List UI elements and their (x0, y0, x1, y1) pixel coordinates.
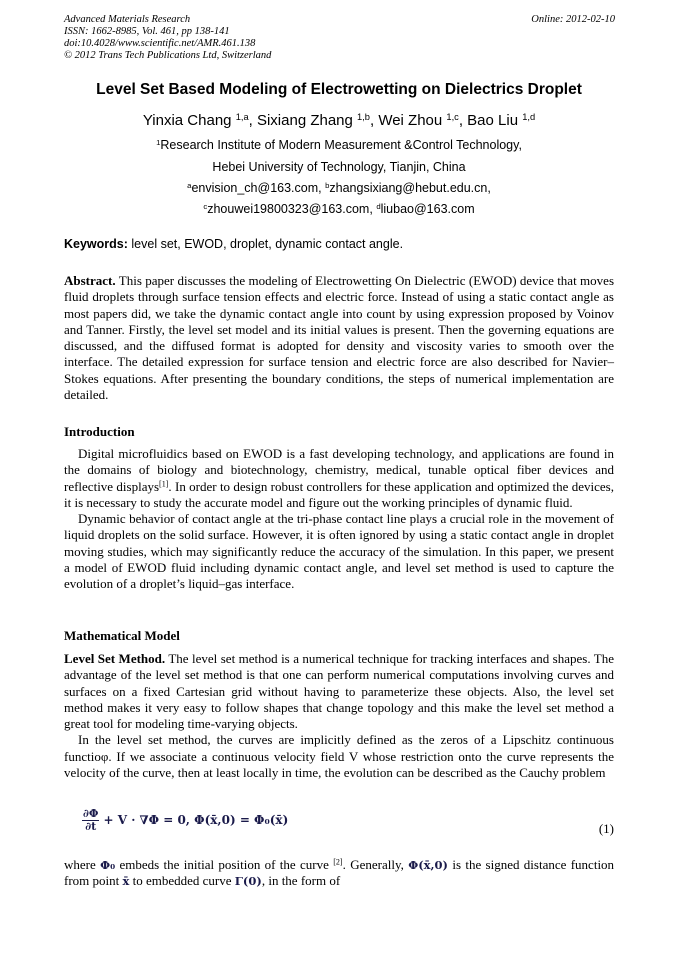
paragraph: In the level set method, the curves are implicitly defined as the zeros of a Lipschitz continuous functioφ. If we associate a continuous velocity field V whose restriction onto the curve represents the velocity of the curve, then at least locally in time, the evolution can be described as the Cauchy problem (64, 732, 614, 781)
author-name: Sixiang Zhang (256, 112, 353, 129)
citation: [2] (333, 857, 343, 867)
phi-zero-symbol: Φ₀ (100, 858, 116, 872)
affiliation-text: Research Institute of Modern Measurement &Control Technology, (160, 138, 522, 152)
email-line-1: $^a$envision_ch@163.com, $^b$zhangsixiang@hebut.edu.cn, (187, 180, 491, 195)
partial-fraction: $\frac{\partial\Phi}{\partial t}$ (83, 807, 99, 833)
introduction-body (64, 446, 614, 593)
email-d: liubao@163.com (380, 202, 475, 216)
subsection-label: Level Set Method. (64, 651, 166, 666)
author-list: Yinxia Chang $^{1,a}$, Sixiang Zhang $^{1,b}$, Wei Zhou $^{1,c}$, Bao Liu $^{1,d}$ (142, 111, 536, 129)
section-heading-introduction: Introduction (64, 424, 135, 439)
affiliation-line-1 (0, 138, 678, 152)
keywords-text: level set, EWOD, droplet, dynamic contact angle. (131, 237, 404, 251)
equation-1 (82, 808, 288, 833)
email-c: zhouwei19800323@163.com, (207, 202, 373, 216)
gamma-symbol: Γ(0) (234, 874, 262, 889)
abstract-text: This paper discusses the modeling of Electrowetting On Dielectric (EWOD) device that moves fluid droplets through surface tension effects and electric force. Instead of using a static contact angle as most papers did, we take the dynamic contact angle into count by using expression proposed by Voinov and Tanner. Firstly, the level set model and its initial values is present. Then the governing equations are discussed, and the diffused format is adopted for density and viscosity varies to smooth over the interface. The detailed expression for surface tension and electric force are also described for Navier–Stokes equations. After presenting the boundary conditions, the steps of numerical implementation are detailed. (64, 273, 614, 403)
author-name: Wei Zhou (378, 112, 443, 129)
equation-rhs: + V · ∇Φ = 0, Φ(x̄,0) = Φ₀(x̄) (103, 813, 289, 827)
online-date: Online: 2012-02-10 (531, 14, 615, 25)
email-line-2: $^c$zhouwei19800323@163.com, $^d$liubao@163.com (203, 201, 475, 216)
affiliation-line-2: Hebei University of Technology, Tianjin, China (212, 160, 466, 174)
email-b: zhangsixiang@hebut.edu.cn, (329, 181, 491, 195)
equation-number: (1) (598, 821, 614, 836)
x-vector-symbol: x̄ (122, 874, 130, 889)
abstract-label: Abstract. (64, 273, 116, 288)
keywords-label: Keywords: (64, 237, 128, 251)
email-a: envision_ch@163.com, (191, 181, 322, 195)
paragraph: Digital microfluidics based on EWOD is a fast developing technology, and applications are found in the domains of biology and biotechnology, chemistry, medical, tunable optical fiber devices and reflective displays[1]. In order to design robust controllers for these application and optimized the devices, it is necessary to study the accurate model and figure out the working principles of dynamic fluid. (64, 446, 614, 510)
journal-header (64, 14, 271, 62)
doi: doi:10.4028/www.scientific.net/AMR.461.138 (64, 38, 256, 49)
journal-name: Advanced Materials Research (64, 14, 191, 25)
paper-title: Level Set Based Modeling of Electrowetting on Dielectrics Droplet (96, 81, 582, 98)
section-heading-math-model: Mathematical Model (64, 628, 180, 643)
phi-x0-symbol: Φ(x̄,0) (408, 858, 448, 872)
paragraph: Dynamic behavior of contact angle at the tri-phase contact line plays a crucial role in the movement of liquid droplets on the solid surface. However, it is often ignored by using a static contact angle in droplet moving studies, which may significantly reduce the accuracy of the simulation. In this paper, we present a model of EWOD fluid including dynamic contact angle, and level set method is used to capture the evolution of a droplet’s liquid–gas interface. (64, 511, 614, 592)
affiliation-sup: 1 (156, 137, 161, 147)
author-sup: 1,b (357, 111, 370, 122)
author-sup: 1,d (522, 111, 536, 122)
issn: ISSN: 1662-8985, Vol. 461, pp 138-141 (64, 26, 230, 37)
author-name: Yinxia Chang (142, 112, 232, 129)
math-model-body (64, 651, 614, 781)
math-model-continued (64, 857, 614, 890)
paragraph: Level Set Method. The level set method is a numerical technique for tracking interfaces and shapes. The advantage of the level set method is that one can perform numerical computations involving curves and surfaces on a fixed Cartesian grid without having to parameterize these objects. Also, the level set method makes it very easy to follow shapes that change topology and this make the level set method a great tool for modeling time-varying objects. (64, 651, 614, 732)
author-name: Bao Liu (467, 112, 519, 129)
citation: [1] (159, 479, 169, 489)
abstract (64, 273, 614, 403)
copyright: © 2012 Trans Tech Publications Ltd, Switzerland (64, 50, 272, 61)
paragraph: where Φ₀ embeds the initial position of the curve [2]. Generally, Φ(x̄,0) is the signed distance function from point x̄ to embedded curve Γ(0), in the form of (64, 857, 615, 889)
keywords (64, 237, 403, 251)
author-sup: 1,a (235, 111, 249, 122)
author-sup: 1,c (446, 111, 459, 122)
